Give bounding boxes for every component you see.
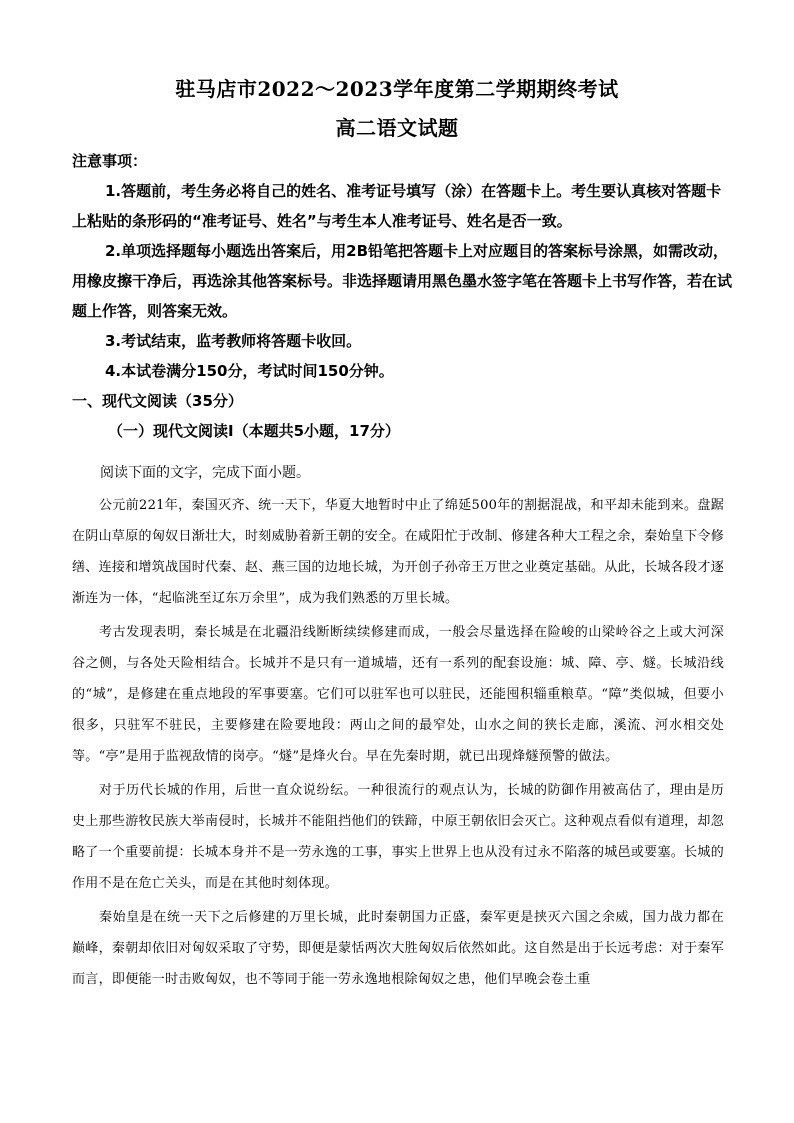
notice-item-3: 3.考试结束，监考教师将答题卡收回。 [105,332,362,350]
exam-subtitle: 高二语文试题 [335,116,459,140]
passage-paragraph-2: 考古发现表明，秦长城是在北疆沿线断断续续修建而成，一般会尽量选择在险峻的山梁岭谷之上或大河深谷之侧，与各处天险相结合。长城并不是只有一道城墙，还有一系列的配套设施：城、障、亭、燧。长城沿线的“城”，是修建在重点地段的军事要塞。它们可以驻军也可以驻民，还能囤积辎重粮草。“障”类似城，但要小很多，只驻军不驻民，主要修建在险要地段：两山之间的最窄处，山水之间的狭长走廊，溪流、河水相交处等。“亭”是用于监视敌情的岗亭。“燧”是烽火台。早在先秦时期，就已出现烽燧预警的做法。 [72,625,724,764]
notice-heading: 注意事项： [72,152,148,170]
notice-block [72,146,732,446]
passage-paragraph-1: 公元前221年，秦国灭齐、统一天下，华夏大地暂时中止了绵延500年的割据混战，和平却未能到来。盘踞在阴山草原的匈奴日渐壮大，时刻威胁着新王朝的安全。在咸阳忙于改制、修建各种大工程之余，秦始皇下令修缮、连接和增筑战国时代秦、赵、燕三国的边地长城，为开创子孙帝王万世之业奠定基础。从此，长城各段才逐渐连为一体，“起临洮至辽东万余里”，成为我们熟悉的万里长城。 [72,498,724,606]
notice-item-4: 4.本试卷满分150分，考试时间150分钟。 [105,362,394,380]
notice-item-2: 2.单项选择题每小题选出答案后，用2B铅笔把答题卡上对应题目的答案标号涂黑，如需改动，用橡皮擦干净后，再选涂其他答案标号。非选择题请用黑色墨水签字笔在答题卡上书写作答，若在试题上作答，则答案无效。 [72,242,733,320]
exam-title: 驻马店市2022～2023学年度第二学期期终考试 [175,77,619,101]
passage-paragraph-3: 对于历代长城的作用，后世一直众说纷纭。一种很流行的观点认为，长城的防御作用被高估了，理由是历史上那些游牧民族大举南侵时，长城并不能阻挡他们的铁蹄，中原王朝依旧会灭亡。这种观点看似有道理，却忽略了一个重要前提：长城本身并不是一劳永逸的工事，事实上世界上也从没有过永不陷落的城邑或要塞。长城的作用不是在危亡关头，而是在其他时刻体现。 [72,783,724,891]
reading-instruction: 阅读下面的文字，完成下面小题。 [100,465,310,481]
section-subheading: （一）现代文阅读Ⅰ（本题共5小题，17分） [108,422,400,440]
section-heading: 一、现代文阅读（35分） [72,392,243,410]
notice-item-1: 1.答题前，考生务必将自己的姓名、准考证号填写（涂）在答题卡上。考生要认真核对答题卡上粘贴的条形码的“准考证号、姓名”与考生本人准考证号、姓名是否一致。 [72,182,722,230]
reading-passage [72,490,724,998]
passage-paragraph-4: 秦始皇是在统一天下之后修建的万里长城，此时秦朝国力正盛，秦军更是挟灭六国之余威，国力战力都在巅峰，秦朝却依旧对匈奴采取了守势，即便是蒙恬两次大胜匈奴后依然如此。这自然是出于长远考虑：对于秦军而言，即便能一时击败匈奴，也不等同于能一劳永逸地根除匈奴之患，他们早晚会卷土重 [72,910,724,987]
